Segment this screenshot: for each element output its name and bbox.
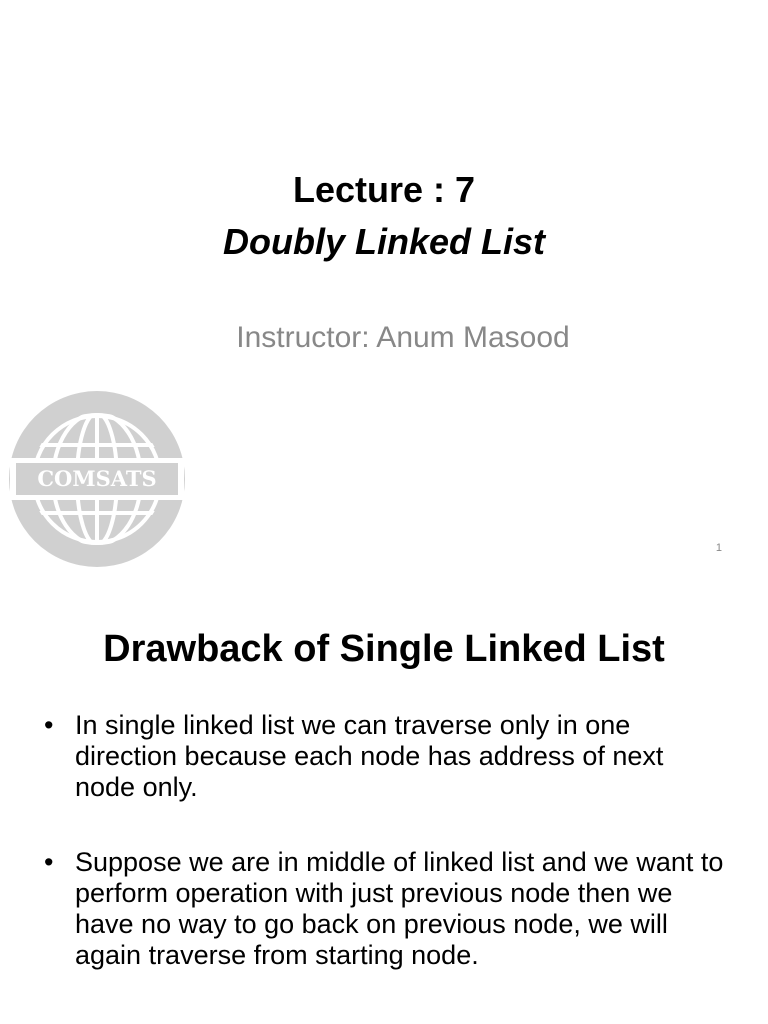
logo-wordmark: COMSATS	[37, 466, 157, 491]
page-number: 1	[715, 542, 722, 554]
lecture-subtitle: Doubly Linked List	[222, 221, 545, 262]
bullet-marker: •	[44, 710, 54, 740]
lecture-title: Lecture : 7	[292, 169, 476, 210]
comsats-logo	[8, 390, 186, 568]
slide-heading: Drawback of Single Linked List	[103, 628, 665, 670]
instructor-name: Instructor: Anum Masood	[236, 321, 570, 354]
content-slide	[0, 576, 768, 1024]
bullet-text: Suppose we are in middle of linked list and we want to perform operation with just previous node then we have no way to go back on previous node, we will again traverse from starting node.	[75, 847, 724, 970]
bullet-item	[44, 847, 724, 971]
bullet-list	[44, 710, 724, 1015]
bullet-marker: •	[44, 847, 54, 877]
bullet-text: In single linked list we can traverse only in one direction because each node has address of next node only.	[75, 710, 664, 802]
bullet-item	[44, 710, 724, 803]
